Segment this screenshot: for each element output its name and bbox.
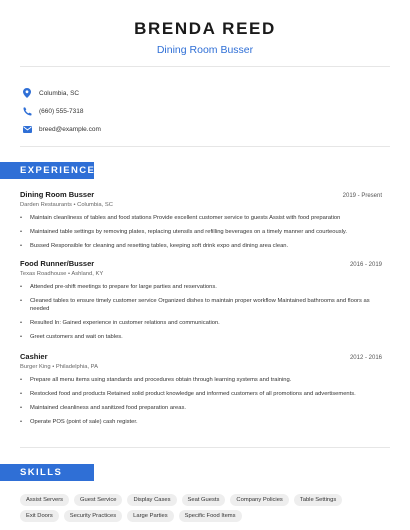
candidate-name: BRENDA REED [134,19,276,38]
skill-chip: Display Cases [127,494,176,506]
job-bullet [20,228,382,236]
bullet-text: Restocked food and products Retained solid product knowledge and informed customers of all promotions and advertisements. [30,391,356,397]
bullet-text: Maintained table settings by removing plates, replacing utensils and refilling beverages on a timely manner and courteously. [30,229,347,235]
contact-divider [20,146,390,147]
job-company: Burger King • Philadelphia, PA [20,364,98,370]
experience-divider [20,447,390,448]
bullet-dot: • [20,419,23,425]
skill-chip: Seat Guests [182,494,226,506]
job-dates: 2012 - 2016 [349,355,382,361]
skill-chip: Guest Service [74,494,122,506]
contact-phone [22,102,101,120]
job-bullets [20,283,382,341]
bullet-text: Cleaned tables to ensure timely customer service Organized dishes to maintain proper workflow Maintained bathrooms and floors as needed [30,298,370,312]
location-pin-icon [22,88,32,98]
job-title: Dining Room Busser [20,190,95,199]
job-dates: 2019 - Present [342,193,382,199]
job-bullet [20,404,382,412]
bullet-text: Attended pre-shift meetings to prepare for large parties and reservations. [30,284,217,290]
job-bullet [20,319,382,327]
contact-location [22,84,101,102]
resume-header [0,0,410,57]
bullet-dot: • [20,215,23,221]
skill-chip: Specific Food Items [179,510,242,522]
job-bullet [20,214,382,222]
job-bullets [20,214,382,250]
skill-chip: Table Settings [294,494,342,506]
bullet-text: Maintained cleanliness and sanitized food preparation areas. [30,405,186,411]
job-dates: 2016 - 2019 [349,262,382,268]
candidate-role: Dining Room Busser [156,44,254,56]
contact-email-text: breed@example.com [39,125,101,133]
bullet-text: Operate POS (point of sale) cash register. [30,419,138,425]
bullet-dot: • [20,405,23,411]
skill-chip: Security Practices [64,510,122,522]
email-icon [22,124,32,134]
bullet-dot: • [20,334,23,340]
contact-list [22,84,101,138]
job-entry [20,190,382,256]
skill-chip: Assist Servers [20,494,69,506]
header-divider [20,66,390,67]
skill-chip: Company Policies [230,494,288,506]
job-company: Texas Roadhouse • Ashland, KY [20,271,104,277]
job-bullet [20,333,382,341]
experience-heading: EXPERIENCE [0,162,94,179]
bullet-text: Maintain cleanliness of tables and food stations Provide excellent customer service to guests Assist with food preparation [30,215,341,221]
job-bullet [20,242,382,250]
phone-icon [22,106,32,116]
job-bullet [20,390,382,398]
job-bullets [20,376,382,426]
skills-heading: SKILLS [0,464,94,481]
job-bullet [20,376,382,384]
contact-phone-text: (660) 555-7318 [39,107,84,115]
job-entry [20,259,382,347]
contact-email [22,120,101,138]
skills-list [20,494,390,526]
bullet-dot: • [20,284,23,290]
bullet-dot: • [20,243,23,249]
bullet-text: Greet customers and wait on tables. [30,334,123,340]
bullet-dot: • [20,391,23,397]
job-title: Cashier [20,352,48,361]
contact-location-text: Columbia, SC [39,89,80,97]
job-bullet [20,283,382,291]
bullet-dot: • [20,298,23,304]
bullet-text: Bussed Responsible for cleaning and resetting tables, keeping soft drink expo and dining area clean. [30,243,289,249]
job-title: Food Runner/Busser [20,259,95,268]
bullet-dot: • [20,377,23,383]
job-entry [20,352,382,432]
bullet-dot: • [20,229,23,235]
job-bullet [20,418,382,426]
job-company: Darden Restaurants • Columbia, SC [20,202,113,208]
skill-chip: Large Parties [127,510,173,522]
bullet-dot: • [20,320,23,326]
skill-chip: Exit Doors [20,510,59,522]
bullet-text: Resulted In: Gained experience in customer relations and communication. [30,320,220,326]
job-bullet [20,297,382,313]
bullet-text: Prepare all menu items using standards and procedures obtain through learning systems and training. [30,377,292,383]
